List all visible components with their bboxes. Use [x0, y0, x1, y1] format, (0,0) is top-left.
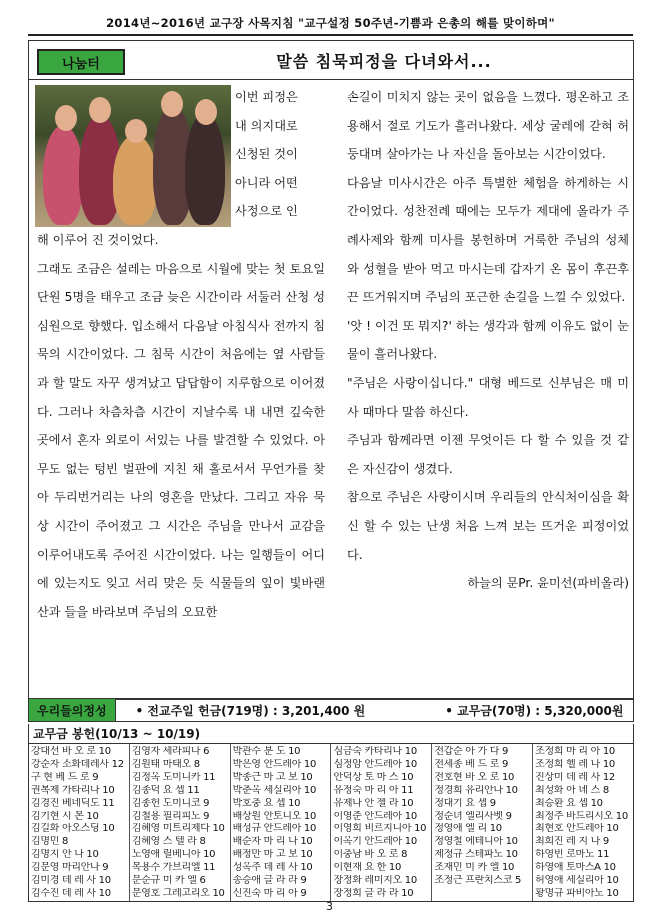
roster-entry: 김문영 마리안나 9 — [31, 862, 109, 874]
roster-entry: 전갑순 아 가 다 9 — [434, 746, 509, 757]
roster-entry: 김경진 베네딕도 11 — [31, 797, 115, 809]
roster-entry: 박춘옥 세실리아 10 — [232, 784, 317, 796]
roster-entry: 김수진 데 레 사 10 — [31, 887, 111, 899]
wrap-text: 이번 피정은 내 의지대로 신청된 것이 아니라 어떤 사정으로 인 — [235, 90, 298, 219]
roster-entry: 김종헌 도미니코 9 — [131, 797, 210, 809]
roster-column — [29, 744, 130, 901]
roster-entry: 안덕상 토 마 스 10 — [333, 771, 414, 783]
roster-entry: 진상미 데 레 사 12 — [535, 771, 615, 783]
roster-entry: 정순녀 엘리사벳 9 — [434, 810, 512, 822]
roster-entry: 김명지 안 나 10 — [31, 849, 99, 861]
roster-entry: 최현호 안드레아 10 — [535, 823, 619, 835]
roster-column — [432, 744, 533, 901]
newsletter-header: 2014년~2016년 교구장 사목지침 "교구설정 50주년-기쁨과 은총의 해를 맞이하며" — [28, 10, 633, 36]
roster-entry: 강순자 소화데레사 12 — [31, 758, 124, 770]
roster-entry: 김영자 세라피나 6 — [131, 746, 210, 757]
roster-entry: 문영호 그레고리오 10 — [131, 887, 225, 899]
roster-entry: 김원태 마태오 8 — [131, 758, 200, 770]
divider — [29, 79, 633, 80]
roster-entry: 심금숙 카타리나 10 — [333, 746, 417, 757]
page-number: 3 — [326, 900, 333, 913]
roster-entry: 김미경 데 레 사 10 — [31, 875, 111, 887]
roster-column — [331, 744, 432, 901]
roster-entry: 최성화 아 녜 스 8 — [535, 784, 609, 796]
roster-title: 교무금 봉헌(10/13 ~ 10/19) — [28, 724, 634, 744]
roster-entry: 김혜영 미트리제다 10 — [131, 823, 225, 835]
offering-bar — [28, 698, 634, 722]
roster-table — [28, 744, 634, 902]
roster-entry: 최승환 요 셉 10 — [535, 797, 603, 809]
roster-entry: 유정숙 마 리 아 11 — [333, 784, 414, 796]
roster-entry: 박종근 마 고 보 10 — [232, 771, 313, 783]
roster-entry: 장정화 레미지오 10 — [333, 875, 417, 887]
roster-entry: 장정희 글 라 라 10 — [333, 887, 414, 899]
roster-entry: 황명규 파비아노 10 — [535, 887, 619, 899]
roster-entry: 허영애 세실리아 10 — [535, 875, 619, 887]
roster-entry: 이영희 비르지니아 10 — [333, 823, 427, 835]
right-column: 손길이 미치지 않는 곳이 없음을 느꼈다. 평온하고 조용해서 절로 기도가 흘러나왔다. 세상 굴레에 갇혀 허둥대며 살아가는 나 자신을 돌아보는 시간이었다. 다음날 미사시간은 아주 특별한 체험을 하게하는 시간이었다. 성찬전례 때에는 모두가 제대에 올라가 주례사제와 함께 미사를 봉헌하며 거룩한 주님의 성체와 성혈을 받아 먹고 마시는데 갑자기 온 몸이 후끈후끈 뜨거워지며 주님의 포근한 손길을 느낄 수 있었다. '앗 ! 이건 또 뭐지?' 하는 생각과 함께 이유도 없이 눈물이 흘러나왔다. "주님은 사랑이십니다." 대형 베드로 신부님은 매 미사 때마다 말씀 하신다. 주님과 함께라면 이젠 무엇이든 다 할 수 있을 것 같은 자신감이 생겼다. 참으로 주님은 사랑이시며 우리들의 안식처이심을 확신 할 수 있는 난생 처음 느껴 보는 뜨거운 피정이었다. 하늘의 문Pr. 윤미선(파비올라) — [347, 83, 629, 598]
roster-entry: 하영빈 로마노 11 — [535, 849, 610, 861]
roster-entry: 김철용 필리피노 9 — [131, 810, 210, 822]
roster-entry: 김명민 8 — [31, 836, 69, 848]
article-headline: 말씀 침묵피정을 다녀와서... — [276, 52, 492, 71]
roster-entry: 김혜영 스 텔 라 8 — [131, 836, 206, 848]
roster-entry: 신진숙 마 리 아 9 — [232, 887, 307, 899]
roster-entry: 정영애 엘 리 10 — [434, 823, 502, 835]
roster-entry: 박호충 요 셉 10 — [232, 797, 301, 809]
roster-entry: 심정암 안드레아 10 — [333, 758, 417, 770]
section-tag: 나눔터 — [37, 49, 125, 75]
roster-entry: 김길화 아오스딩 10 — [31, 823, 115, 835]
roster-entry: 조재민 미 카 엘 10 — [434, 862, 515, 874]
roster-entry: 전호현 바 오 로 10 — [434, 771, 515, 783]
signature: 하늘의 문Pr. 윤미선(파비올라) — [467, 576, 629, 591]
roster-entry: 성옥주 데 레 사 10 — [232, 862, 313, 874]
roster-entry: 유제나 안 젤 라 10 — [333, 797, 414, 809]
roster-entry: 조정근 프란치스코 5 — [434, 875, 522, 887]
roster-entry: 하영애 토마스A 10 — [535, 862, 616, 874]
roster-entry: 노영애 릴베니아 10 — [131, 849, 216, 861]
roster-entry: 배성규 안드레아 10 — [232, 823, 317, 835]
roster-entry: 강대선 바 오 로 10 — [31, 746, 111, 757]
roster-entry: 조정희 마 리 아 10 — [535, 746, 615, 757]
roster-entry: 목용수 가브리엘 11 — [131, 862, 216, 874]
roster-entry: 전세종 베 드 로 9 — [434, 758, 509, 770]
roster-entry: 조정희 헬 레 나 10 — [535, 758, 615, 770]
roster-column — [533, 744, 633, 901]
roster-entry: 박관수 분 도 10 — [232, 746, 301, 757]
roster-entry: 배상원 안토니오 10 — [232, 810, 317, 822]
roster-entry: 정대기 요 셉 9 — [434, 797, 496, 809]
roster-entry: 문순규 미 카 엘 6 — [131, 875, 206, 887]
roster-entry: 이충남 바 오 로 8 — [333, 849, 408, 861]
roster-entry: 김기현 시 몬 10 — [31, 810, 99, 822]
roster-entry: 김정옥 도미니카 11 — [131, 771, 216, 783]
roster-entry: 박은영 안드레아 10 — [232, 758, 317, 770]
roster-entry: 최정주 바드리시오 10 — [535, 810, 628, 822]
roster-entry: 구 현 베 드 로 9 — [31, 771, 99, 783]
roster-entry: 정경희 유리안나 10 — [434, 784, 518, 796]
roster-entry: 최희진 레 지 나 9 — [535, 836, 609, 848]
article-frame — [28, 40, 634, 700]
offering-item: • 교무금(70명) : 5,320,000원 — [445, 703, 624, 718]
roster-column — [130, 744, 231, 901]
roster-entry: 제정규 스테파노 10 — [434, 849, 518, 861]
offering-label: 우리들의정성 — [29, 699, 116, 721]
roster-entry: 배정만 마 고 보 10 — [232, 849, 313, 861]
roster-column — [231, 744, 332, 901]
group-photo — [35, 85, 231, 227]
offering-item: • 전교주일 헌금(719명) : 3,201,400 원 — [135, 703, 366, 718]
roster-entry: 이옥기 안드레아 10 — [333, 836, 417, 848]
roster-entry: 이영준 안드레아 10 — [333, 810, 417, 822]
left-column: 해 이루어 진 것이었다. 그래도 조금은 설레는 마음으로 시월에 맞는 첫 토요일 단원 5명을 태우고 조금 늦은 시간이라 서둘러 산청 성심원으로 향했다. 입소해서 다음날 아침식사 전까지 침묵의 시간이었다. 그 침묵 시간이 처음에는 옆 사람들과 할 말도 자꾸 생겨났고 답답함이 지루함으로 이어졌다. 그러나 차츰차츰 시간이 지날수록 내 내면 깊숙한 곳에서 혼자 외로이 서있는 나를 발견할 수 있었다. 아무도 없는 텅빈 벌판에 지친 채 홀로서서 무언가를 찾아 두리번거리는 나의 영혼을 만났다. 그리고 자유 묵상 시간이 주어졌고 그 시간은 주님을 만나서 교감을 이루어내도록 주어진 시간이었다. 나는 일행들이 어디에 있는지도 잊고 서리 맞은 듯 식물들의 잎이 빛바랜 산과 들을 바라보며 주님의 오묘한 — [37, 233, 325, 619]
roster-entry: 권복제 가타리나 10 — [31, 784, 115, 796]
roster-entry: 송승애 글 라 라 9 — [232, 875, 307, 887]
roster-entry: 배순자 마 리 나 10 — [232, 836, 313, 848]
roster-entry: 정영철 에테니아 10 — [434, 836, 518, 848]
roster-entry: 김종덕 요 셉 11 — [131, 784, 200, 796]
roster-entry: 이현재 요 한 10 — [333, 862, 402, 874]
